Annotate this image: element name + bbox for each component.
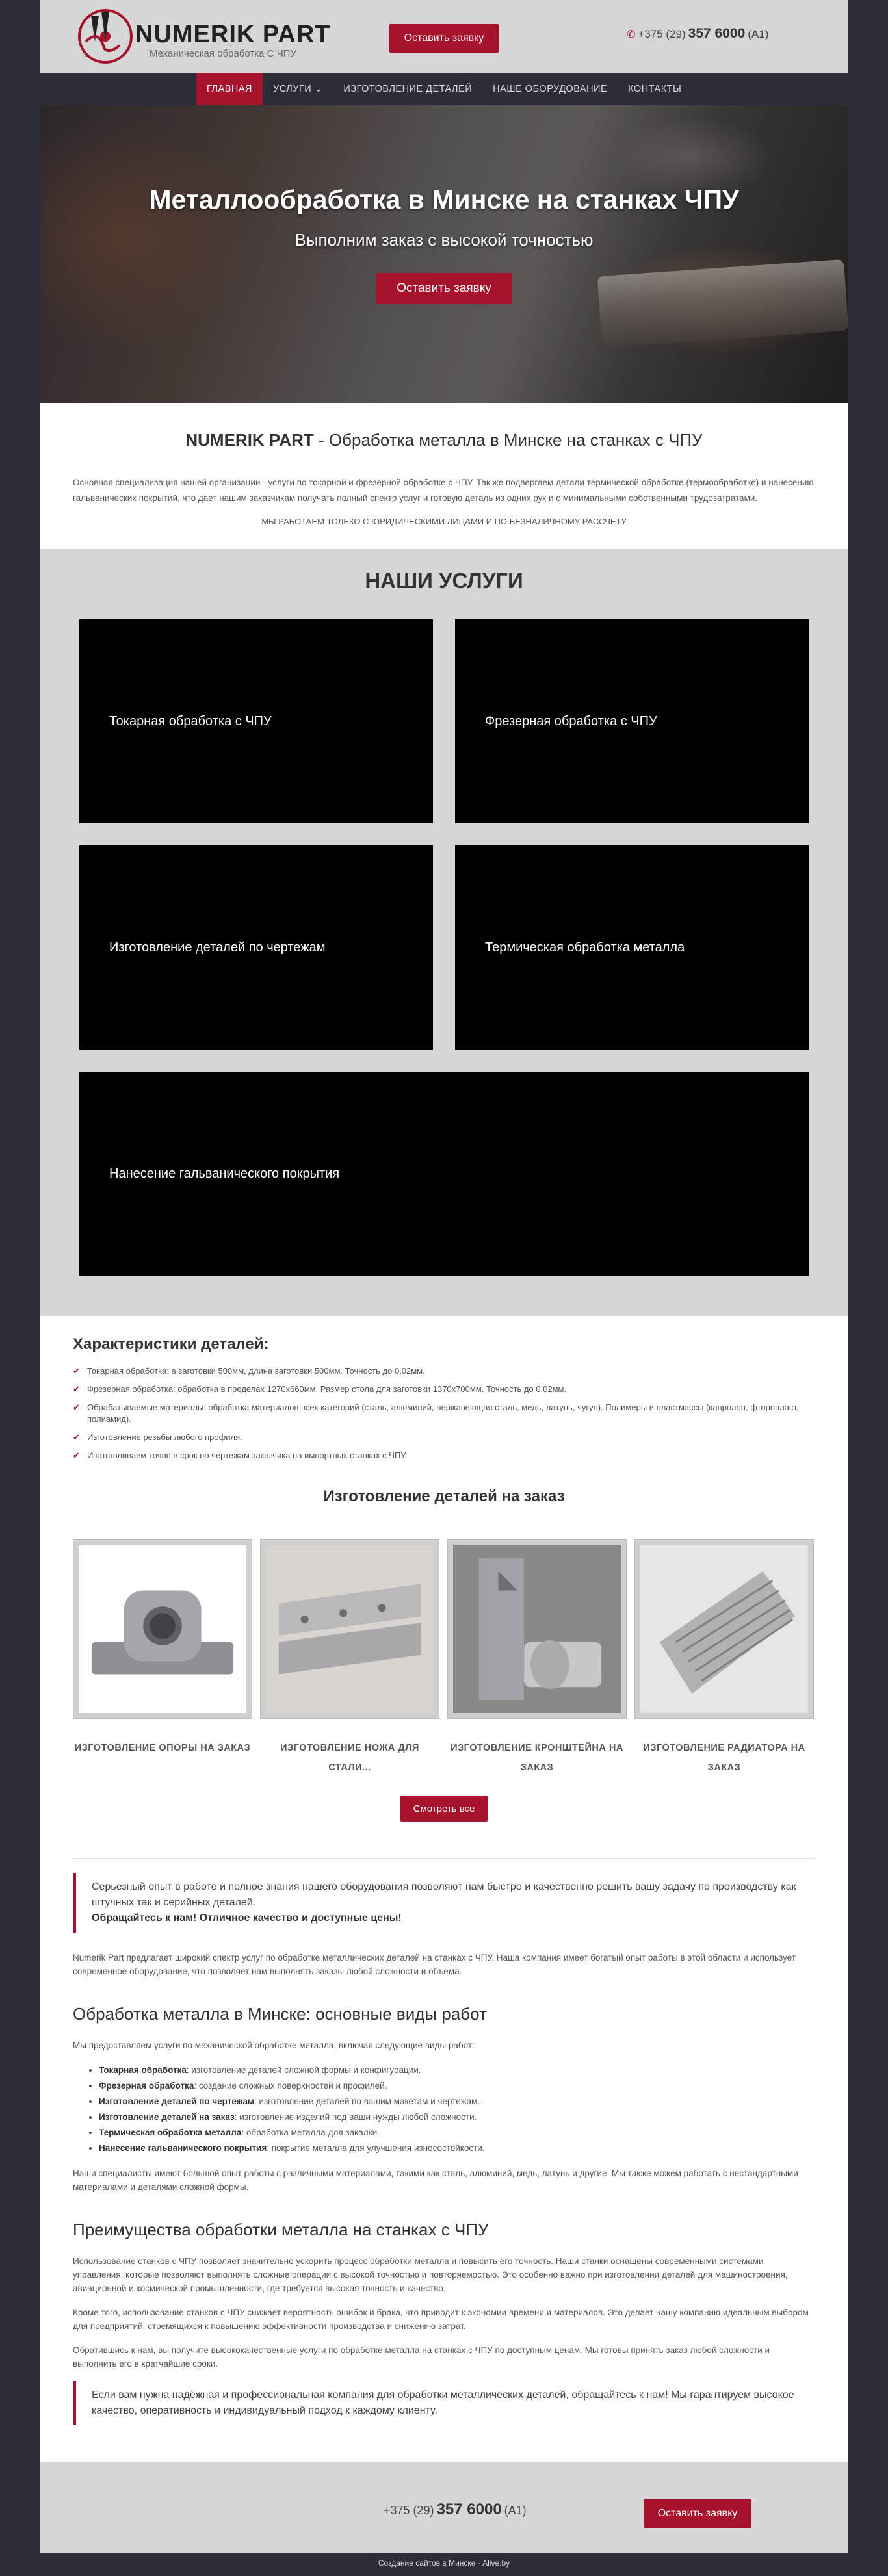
brand-tagline: Механическая обработка С ЧПУ — [150, 48, 296, 59]
intro-title-brand: NUMERIK PART — [185, 430, 314, 450]
nav-item-parts[interactable]: ИЗГОТОВЛЕНИЕ ДЕТАЛЕЙ — [343, 84, 473, 94]
phone-prefix: +375 (29) — [638, 28, 686, 40]
advantages-p2: Кроме того, использование станков с ЧПУ снижает вероятность ошибок и брака, что приводит к экономии времени и материалов. Это делает нашу компанию идеальным выбором для предприятий, стремящихся к повышению эффективности производства и снижению затрат. — [73, 2308, 809, 2331]
characteristics-section — [73, 1335, 815, 1462]
brand-name[interactable]: NUMERIK PART — [135, 21, 331, 48]
hero-banner — [40, 105, 848, 403]
works-list — [99, 2063, 815, 2156]
divider — [73, 1858, 815, 1859]
services-grid — [79, 619, 809, 1276]
page-container — [40, 0, 848, 2573]
hero-title: Металлообработка в Минске на станках ЧПУ — [149, 185, 739, 214]
quote-block — [73, 1873, 815, 1933]
services-section — [40, 549, 848, 1316]
phone-icon: ✆ — [627, 29, 636, 40]
services-title: НАШИ УСЛУГИ — [365, 569, 523, 593]
product-card[interactable] — [447, 1539, 627, 1777]
works-lead: Мы предоставляем услуги по механической обработке металла, включая следующие виды работ: — [73, 2041, 475, 2050]
product-title[interactable]: ИЗГОТОВЛЕНИЕ НОЖА ДЛЯ СТАЛИ... — [280, 1743, 419, 1773]
footer-request-button[interactable]: Оставить заявку — [644, 2499, 751, 2528]
copyright[interactable]: Создание сайтов в Минске - Alive.by — [40, 2553, 848, 2573]
product-title[interactable]: ИЗГОТОВЛЕНИЕ ОПОРЫ НА ЗАКАЗ — [74, 1743, 251, 1753]
intro-section — [40, 403, 848, 549]
service-card-heat-treatment[interactable]: Термическая обработка металла — [455, 845, 809, 1050]
works-after: Наши специалисты имеют большой опыт работы с различными материалами, такими как сталь, алюминий, медь, латунь и другие. Мы также можем работать с нестандартными материалами и деталями сложной формы. — [73, 2169, 798, 2192]
product-image-radiator[interactable] — [634, 1539, 814, 1719]
site-header — [40, 0, 848, 73]
product-image-support[interactable] — [73, 1539, 252, 1719]
advantages-title: Преимущества обработки металла на станках с ЧПУ — [73, 2220, 489, 2239]
phone-operator: (A1) — [748, 28, 769, 40]
main-nav — [40, 73, 848, 105]
characteristics-list — [73, 1365, 815, 1462]
quote-text: Если вам нужна надёжная и профессиональная компания для обработки металлических деталей, обращайтесь к нам! Мы гарантируем высокое качество, оперативность и индивидуальный подход к каждому клиенту. — [92, 2389, 794, 2416]
nav-item-home[interactable]: ГЛАВНАЯ — [196, 73, 263, 105]
products-section — [73, 1488, 815, 1822]
service-card-drawings[interactable]: Изготовление деталей по чертежам — [79, 845, 433, 1050]
service-card-milling[interactable]: Фрезерная обработка с ЧПУ — [455, 619, 809, 823]
view-all-button[interactable]: Смотреть все — [400, 1796, 488, 1822]
product-title[interactable]: ИЗГОТОВЛЕНИЕ РАДИАТОРА НА ЗАКАЗ — [643, 1743, 805, 1773]
nav-item-equipment[interactable]: НАШЕ ОБОРУДОВАНИЕ — [493, 84, 608, 94]
list-item: • Изготовление деталей на заказ: изготовление изделий под ваши нужды любой сложности. — [99, 2109, 815, 2125]
list-item: ✔ Фрезерная обработка: обработка в пределах 1270x660мм. Размер стола для заготовки 1370x700мм. Точность до 0,02мм. — [73, 1384, 815, 1395]
phone-operator: (A1) — [504, 2504, 527, 2517]
hero-machine-image — [597, 259, 848, 348]
products-grid — [73, 1539, 815, 1777]
product-card[interactable] — [634, 1539, 814, 1777]
intro-title — [73, 430, 815, 450]
list-item: ✔ Изготовление резьбы любого профиля. — [73, 1432, 815, 1443]
list-item: • Фрезерная обработка: создание сложных поверхностей и профилей. — [99, 2078, 815, 2094]
product-card[interactable] — [73, 1539, 252, 1777]
list-item: ✔ Обрабатываемые материалы: обработка материалов всех категорий (сталь, алюминий, нержавеющая сталь, медь, латунь, чугун). Полимеры и пластмассы (капролон, фторопласт, полиамид). — [73, 1402, 815, 1425]
list-item: ✔ Изготавливаем точно в срок по чертежам заказчика на импортных станках с ЧПУ — [73, 1450, 815, 1462]
product-title[interactable]: ИЗГОТОВЛЕНИЕ КРОНШТЕЙНА НА ЗАКАЗ — [451, 1743, 623, 1773]
hero-subtitle: Выполним заказ с высокой точностью — [294, 230, 594, 250]
intro-title-rest: - Обработка металла в Минске на станках с ЧПУ — [313, 430, 703, 450]
header-phone[interactable] — [627, 26, 768, 42]
characteristics-title: Характеристики деталей: — [73, 1335, 269, 1353]
quote-bold: Обращайтесь к нам! Отличное качество и доступные цены! — [92, 1913, 402, 1924]
service-card-turning[interactable]: Токарная обработка с ЧПУ — [79, 619, 433, 823]
quote-text: Серьезный опыт в работе и полное знания нашего оборудования позволяют нам быстро и качественно решить вашу задачу по производству как штучных так и серийных деталей. — [92, 1881, 796, 1908]
intro-note: МЫ РАБОТАЕМ ТОЛЬКО С ЮРИДИЧЕСКИМИ ЛИЦАМИ И ПО БЕЗНАЛИЧНОМУ РАССЧЕТУ — [261, 517, 627, 526]
footer-phone[interactable] — [384, 2501, 527, 2519]
phone-prefix: +375 (29) — [384, 2504, 434, 2517]
header-request-button[interactable]: Оставить заявку — [389, 24, 499, 53]
works-title: Обработка металла в Минске: основные виды работ — [73, 2004, 487, 2024]
list-item: • Термическая обработка металла: обработка металла для закалки. — [99, 2125, 815, 2141]
phone-number: 357 6000 — [436, 2501, 502, 2518]
site-footer — [40, 2462, 848, 2553]
product-image-bracket[interactable] — [447, 1539, 627, 1719]
nav-item-contacts[interactable]: КОНТАКТЫ — [628, 84, 682, 94]
quote-block-final — [73, 2381, 815, 2425]
intro-text: Основная специализация нашей организации - услуги по токарной и фрезерной обработке с ЧПУ. Так же подвергаем детали термической обработке (термообработке) и нанесению гальванических покрытий, что дает нашим заказчикам получать полный спектр услуг и готовую деталь из одних рук и с минимальными собственными трудозатратами. — [73, 478, 814, 503]
products-title: Изготовление деталей на заказ — [323, 1488, 565, 1505]
product-image-knife[interactable] — [260, 1539, 439, 1719]
list-item: • Изготовление деталей по чертежам: изготовление деталей по вашим макетам и чертежам. — [99, 2094, 815, 2109]
nav-item-services[interactable]: УСЛУГИ ⌄ — [273, 84, 323, 94]
list-item: • Токарная обработка: изготовление деталей сложной формы и конфигурации. — [99, 2063, 815, 2078]
list-item: ✔ Токарная обработка: а заготовки 500мм, длина заготовки 500мм. Точность до 0,02мм. — [73, 1365, 815, 1377]
more-button-wrap — [73, 1796, 815, 1822]
logo-icon[interactable] — [73, 3, 138, 68]
hero-request-button[interactable]: Оставить заявку — [376, 273, 512, 304]
phone-number: 357 6000 — [688, 26, 746, 41]
advantages-p3: Обратившись к нам, вы получите высококачественные услуги по обработке металла на станках с ЧПУ по доступным ценам. Мы готовы принять заказ любой сложности и выполнить его в кратчайшие сроки. — [73, 2345, 770, 2369]
product-card[interactable] — [260, 1539, 439, 1777]
company-paragraph: Numerik Part предлагает широкий спектр услуг по обработке металлических деталей на станках с ЧПУ. Наша компания имеет богатый опыт работы в этой области и использует современное оборудование, что позволяет нам выполнять заказы любой сложности и объема. — [73, 1953, 796, 1976]
advantages-p1: Использование станков с ЧПУ позволяет значительно ускорить процесс обработки металла и повысить его точность. Наши станки оснащены современными системами управления, которые позволяют выполнять сложные операции с высокой точностью и повторяемостью. Это особенно важно при изготовлении деталей для машиностроения, авиационной и космической промышленности, где требуется высокая точность и качество. — [73, 2256, 788, 2293]
main-content — [40, 1316, 848, 2425]
list-item: • Нанесение гальванического покрытия: покрытие металла для улучшения износостойкости. — [99, 2141, 815, 2156]
service-card-galvanic[interactable]: Нанесение гальванического покрытия — [79, 1072, 809, 1276]
